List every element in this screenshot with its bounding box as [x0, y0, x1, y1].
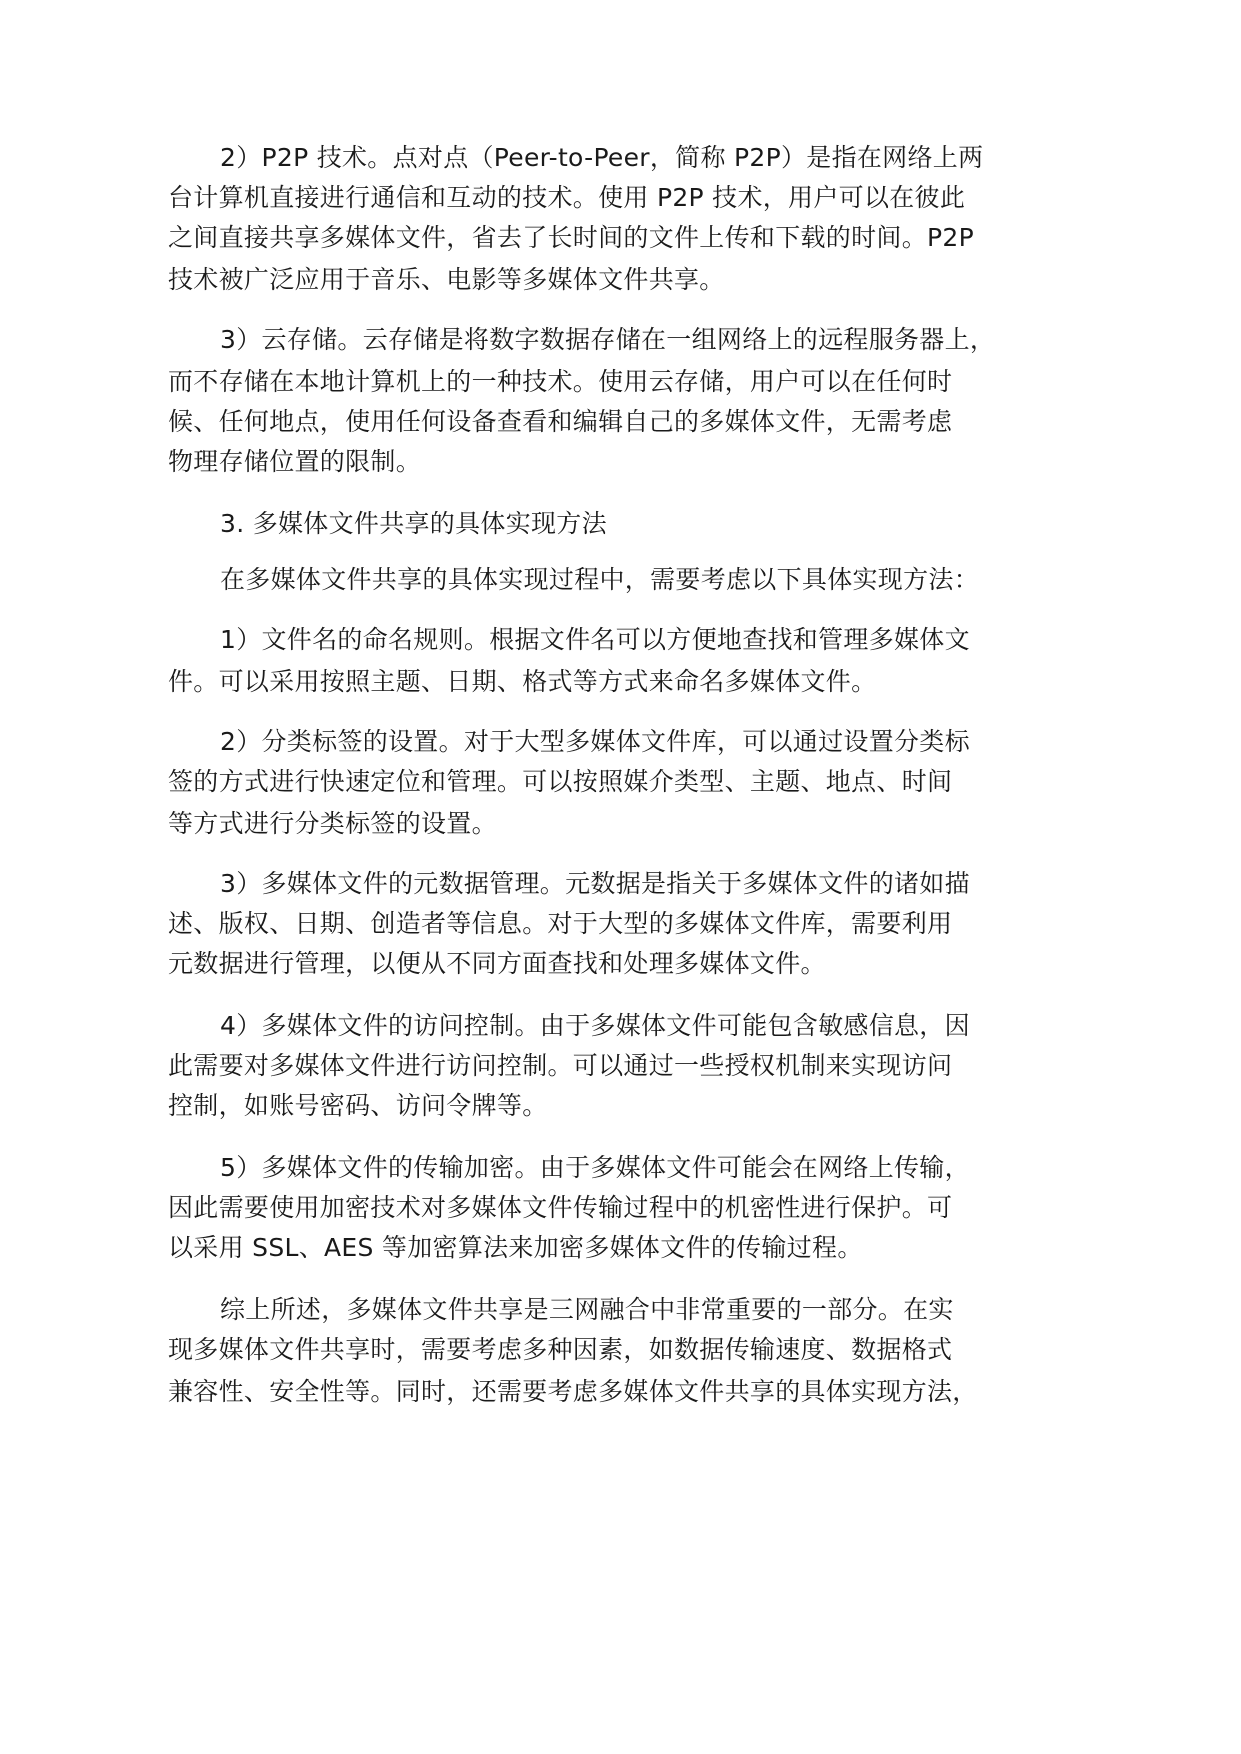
text-line: 在多媒体文件共享的具体实现过程中，需要考虑以下具体实现方法：	[220, 565, 980, 594]
text-line: 综上所述，多媒体文件共享是三网融合中非常重要的一部分。在实	[220, 1295, 954, 1324]
text-line: 等方式进行分类标签的设置。	[168, 809, 497, 838]
heading-text: 3. 多媒体文件共享的具体实现方法	[220, 509, 607, 538]
text-line: 物理存储位置的限制。	[168, 447, 422, 476]
text-line: 签的方式进行快速定位和管理。可以按照媒介类型、主题、地点、时间	[168, 767, 953, 796]
text-line: 2）P2P 技术。点对点（Peer-to-Peer，简称 P2P）是指在网络上两	[220, 143, 984, 172]
text-line: 兼容性、安全性等。同时，还需要考虑多媒体文件共享的具体实现方法，	[168, 1377, 978, 1406]
text-line: 4）多媒体文件的访问控制。由于多媒体文件可能包含敏感信息，因	[220, 1011, 970, 1040]
text-line: 因此需要使用加密技术对多媒体文件传输过程中的机密性进行保护。可	[168, 1193, 953, 1222]
text-line: 而不存储在本地计算机上的一种技术。使用云存储，用户可以在任何时	[168, 367, 953, 396]
text-line: 现多媒体文件共享时，需要考虑多种因素，如数据传输速度、数据格式	[168, 1335, 953, 1364]
text-line: 技术被广泛应用于音乐、电影等多媒体文件共享。	[168, 265, 725, 294]
text-line: 台计算机直接进行通信和互动的技术。使用 P2P 技术，用户可以在彼此	[168, 183, 966, 212]
text-line: 2）分类标签的设置。对于大型多媒体文件库，可以通过设置分类标	[220, 727, 970, 756]
text-line: 述、版权、日期、创造者等信息。对于大型的多媒体文件库，需要利用	[168, 909, 953, 938]
text-line: 候、任何地点，使用任何设备查看和编辑自己的多媒体文件，无需考虑	[168, 407, 953, 436]
text-line: 3）多媒体文件的元数据管理。元数据是指关于多媒体文件的诸如描	[220, 869, 970, 898]
text-line: 此需要对多媒体文件进行访问控制。可以通过一些授权机制来实现访问	[168, 1051, 953, 1080]
text-line: 之间直接共享多媒体文件，省去了长时间的文件上传和下载的时间。P2P	[168, 223, 974, 252]
text-line: 5）多媒体文件的传输加密。由于多媒体文件可能会在网络上传输，	[220, 1153, 970, 1182]
text-line: 以采用 SSL、AES 等加密算法来加密多媒体文件的传输过程。	[168, 1233, 863, 1262]
text-line: 元数据进行管理，以便从不同方面查找和处理多媒体文件。	[168, 949, 826, 978]
text-line: 控制，如账号密码、访问令牌等。	[168, 1091, 548, 1120]
text-line: 件。可以采用按照主题、日期、格式等方式来命名多媒体文件。	[168, 667, 877, 696]
text-line: 3）云存储。云存储是将数字数据存储在一组网络上的远程服务器上，	[220, 325, 996, 354]
text-line: 1）文件名的命名规则。根据文件名可以方便地查找和管理多媒体文	[220, 625, 970, 654]
